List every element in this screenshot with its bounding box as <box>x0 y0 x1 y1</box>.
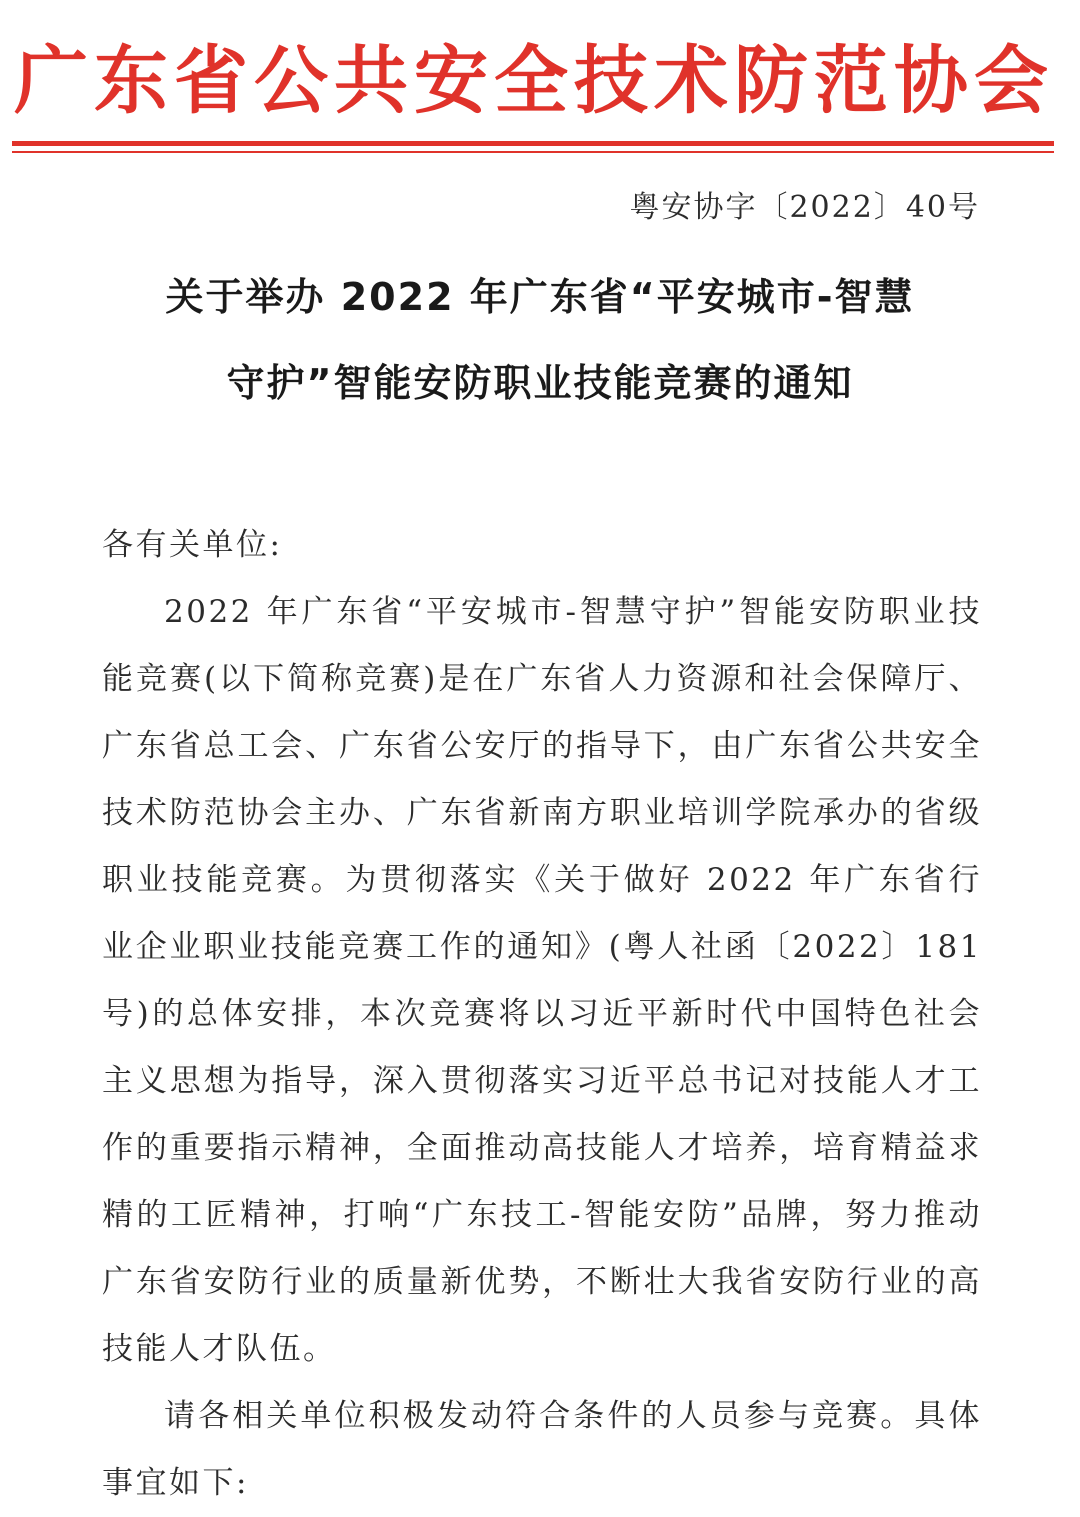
letterhead-rule-thick <box>12 141 1054 146</box>
document-title-line-2: 守护”智能安防职业技能竞赛的通知 <box>226 361 854 405</box>
letterhead <box>0 18 1080 128</box>
document-number: 粤安协字〔2022〕40号 <box>629 190 980 225</box>
organization-name: 广东省公共安全技术防范协会 <box>14 38 1054 124</box>
salutation: 各有关单位: <box>102 527 283 563</box>
document-title <box>60 254 1020 426</box>
body-paragraph-2: 请各相关单位积极发动符合条件的人员参与竞赛。具体事宜如下: <box>102 1398 982 1501</box>
document-body <box>102 512 982 1517</box>
document-title-line-1: 关于举办 2022 年广东省“平安城市-智慧 <box>165 275 915 319</box>
body-paragraph-1: 2022 年广东省“平安城市-智慧守护”智能安防职业技能竞赛(以下简称竞赛)是在广东省人力资源和社会保障厅、广东省总工会、广东省公安厅的指导下，由广东省公共安全技术防范协会主办、广东省新南方职业培训学院承办的省级职业技能竞赛。为贯彻落实《关于做好 2022 年广东省行业企业职业技能竞赛工作的通知》(粤人社函〔2022〕181 号)的总体安排，本次竞赛将以习近平新时代中国特色社会主义思想为指导，深入贯彻落实习近平总书记对技能人才工作的重要指示精神，全面推动高技能人才培养，培育精益求精的工匠精神，打响“广东技工-智能安防”品牌，努力推动广东省安防行业的质量新优势，不断壮大我省安防行业的高技能人才队伍。 <box>102 594 982 1367</box>
letterhead-rule-thin <box>12 151 1054 153</box>
